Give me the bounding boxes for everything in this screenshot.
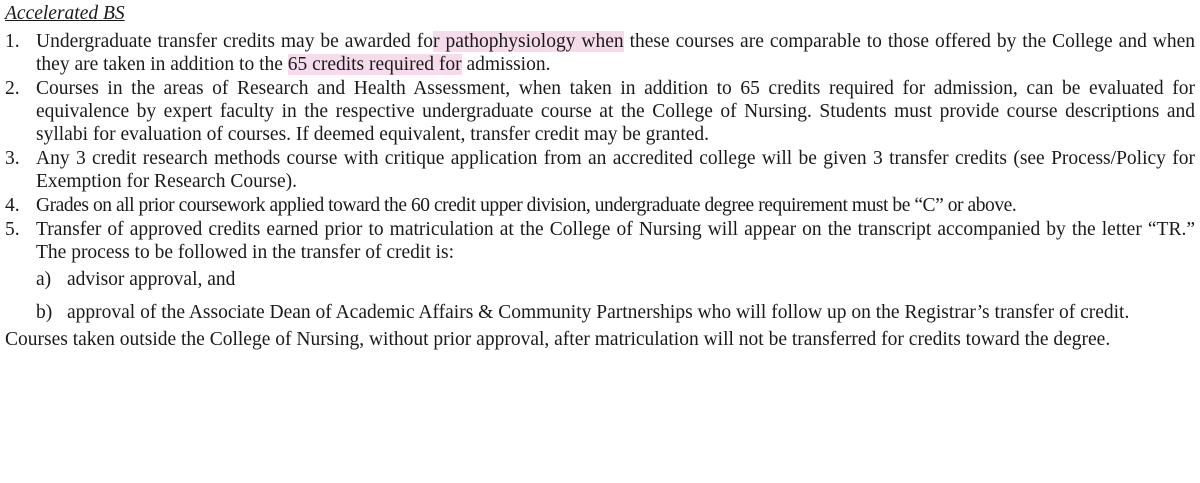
highlighted-text: r pathophysiology when xyxy=(433,31,624,52)
item-text-part: Undergraduate transfer credits may be awarded fo xyxy=(36,31,434,52)
highlighted-text: 65 credits required for xyxy=(287,54,462,75)
section-heading: Accelerated BS xyxy=(5,3,125,24)
list-item xyxy=(5,147,1195,193)
sub-list-item xyxy=(36,268,1195,291)
item-number: 4. xyxy=(5,195,20,216)
item-text: Grades on all prior coursework applied toward the 60 credit upper division, undergraduate degree requirement must be “C” or above. xyxy=(36,195,1017,216)
list-item xyxy=(5,77,1195,146)
item-text-part: admission. xyxy=(461,54,551,75)
sub-item-text: approval of the Associate Dean of Academic Affairs & Community Partnerships who will follow up on the Registrar’s transfer of credit. xyxy=(67,302,1130,323)
item-number: 2. xyxy=(5,78,20,99)
item-number: 3. xyxy=(5,148,20,169)
item-text: Transfer of approved credits earned prior to matriculation at the College of Nursing will appear on the transcript accompanied by the letter “TR.” The process to be followed in the transfer of credit is: xyxy=(36,219,1195,263)
policy-list xyxy=(5,30,1195,324)
list-item xyxy=(5,30,1195,76)
sub-item-letter: a) xyxy=(36,269,52,290)
list-item xyxy=(5,194,1195,217)
item-text: Courses in the areas of Research and Health Assessment, when taken in addition to 65 credits required for admission, can be evaluated for equivalence by expert faculty in the respective undergraduate course at the College of Nursing. Students must provide course descriptions and syllabi for evaluation of courses. If deemed equivalent, transfer credit may be granted. xyxy=(36,78,1195,145)
sub-list-item xyxy=(36,301,1195,324)
item-number: 1. xyxy=(5,31,20,52)
list-item xyxy=(5,218,1195,324)
item-number: 5. xyxy=(5,219,20,240)
item-text-part: these courses are comparable to those offered by the College and when they are taken in addition to the xyxy=(36,31,1196,75)
sub-item-text: advisor approval, and xyxy=(67,269,236,290)
sub-item-letter: b) xyxy=(36,302,53,323)
item-text: Any 3 credit research methods course with critique application from an accredited college will be given 3 transfer credits (see Process/Policy for Exemption for Research Course). xyxy=(36,148,1195,192)
policy-document xyxy=(5,0,1195,351)
closing-paragraph: Courses taken outside the College of Nursing, without prior approval, after matriculation will not be transferred for credits toward the degree. xyxy=(5,329,1111,350)
sub-list xyxy=(36,268,1195,324)
